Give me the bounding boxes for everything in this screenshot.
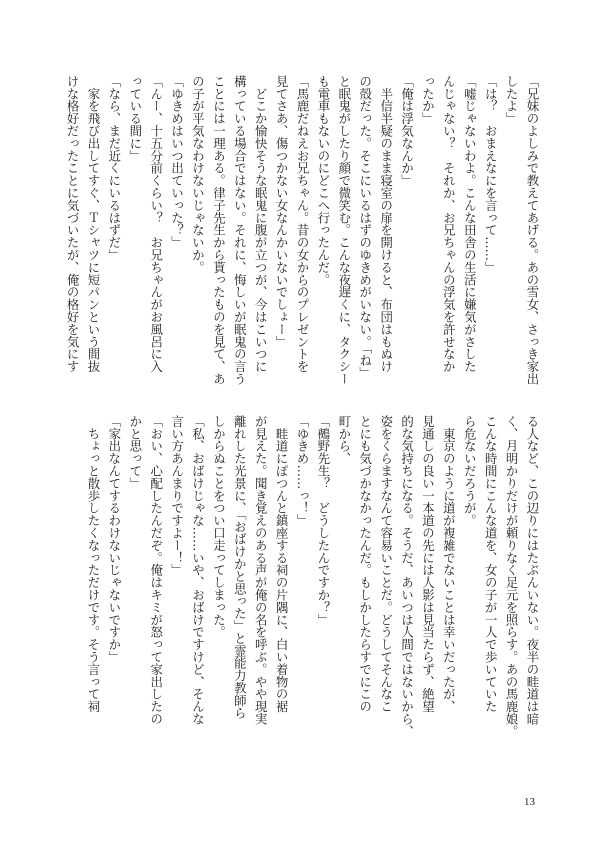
text-column: の子が平気なわけないじゃないか。 [190,75,206,274]
text-column: 町から、 [336,415,352,465]
text-column: 「家出なんてするわけないじゃないですか」 [106,415,122,663]
text-column: 「なら、まだ近くにいるはずだ」 [106,75,122,261]
text-column: 言い方あんまりですよー！」 [169,415,185,577]
text-column: る人など、この辺りにはたぶんいない。夜半の畦道は暗 [525,415,540,725]
text-column: 「んー、十五分前くらい？ お兄ちゃんがお風呂に入 [148,75,164,373]
text-block-bottom [60,415,542,785]
text-column: く、月明かりだけが頼りなく足元を照らす。あの馬鹿娘。 [504,415,520,738]
text-column: こんな時間にこんな道を、女の子が一人で歩いていた [483,415,499,713]
text-column: 半信半疑のまま寝室の扉を開けると、布団はもぬけ [378,75,394,373]
text-column: の殻だった。そこにいるはずのゆきめがいない。「ね」 [357,75,373,379]
text-column: 「鵺野先生？ どうしたんですか？」 [315,415,331,626]
text-column: 「俺は浮気なんか」 [399,75,415,187]
text-column: 「ゆきめ……っ！」 [295,415,311,527]
text-column: も電車もないのにどこへ行ったんだ。 [315,75,331,286]
text-column: 見通しの良い一本道の先には人影は見当たらず、絶望 [420,415,436,713]
text-block-top [60,75,542,389]
text-column: 「ゆきめはいつ出ていった？」 [169,75,185,249]
text-column: っている間に」 [127,75,143,162]
text-column: とにも気づかなかったんだ。もしかしたらすでにこの [357,415,373,713]
text-column: 畦道にぽつんと鎮座する祠の片隅に、白い着物の裾 [274,415,290,713]
text-column: ら危ないだろうが。 [462,415,478,527]
text-column: したよ」 [504,75,520,125]
text-column: 家を飛び出してすぐ、Ｔシャツに短パンという間抜 [85,75,101,373]
text-column: 離れした光景に、「おばけかと思った」と霊能力教師ら [232,415,248,719]
text-column: 「馬鹿だねえお兄ちゃん。昔の女からのプレゼントを [295,75,311,373]
text-column: 「私、おばけじゃな……いや、おばけですけど、そんな [190,415,206,725]
text-column: が見えた。聞き覚えのある声が俺の名を呼ぶ。やや現実 [253,415,269,725]
text-column: 的な気持ちになる。そうだ、あいつは人間ではないから、 [399,415,415,738]
text-column: ったか」 [420,75,436,125]
text-column: ちょっと散歩したくなっただけです。そう言って祠 [85,415,101,713]
text-column: と眠鬼がしたり顔で微笑む。こんな夜遅くに、タクシー [336,75,352,385]
text-column: 構っている場合ではない。それに、悔しいが眠鬼の言う [232,75,248,385]
page-number: 13 [524,796,535,808]
text-column: 「兄妹のよしみで教えてあげる。あの雪女、さっき家出 [525,75,540,385]
text-column: かと思って」 [127,415,143,490]
text-column: 姿をくらますなんて容易いことだ。どうしてそんなこ [378,415,394,713]
text-column: しからぬことをつい口走ってしまった。 [211,415,227,639]
text-column: けな格好だったことに気づいたが、俺の格好を気にす [65,75,81,373]
text-column: 「嘘じゃないわよ。こんな田舎の生活に嫌気がさした [462,75,478,373]
text-column: 「おい、心配したんだぞ。俺はキミが怒って家出したの [148,415,164,725]
text-column: 見てさあ、傷つかない女なんかいないでしょー」 [274,75,290,348]
text-column: どこか愉快そうな眠鬼に腹が立つが、今はこいつに [253,75,269,373]
text-column: ことには一理ある。律子先生から貰ったものを見て、あ [211,75,227,385]
text-column: んじゃない？ それか、お兄ちゃんの浮気を許せなか [441,75,457,373]
text-column: 東京のように道が複雑でないことは幸いだったが、 [441,415,457,713]
text-column: 「は？ おまえなにを言って……」 [483,75,499,274]
